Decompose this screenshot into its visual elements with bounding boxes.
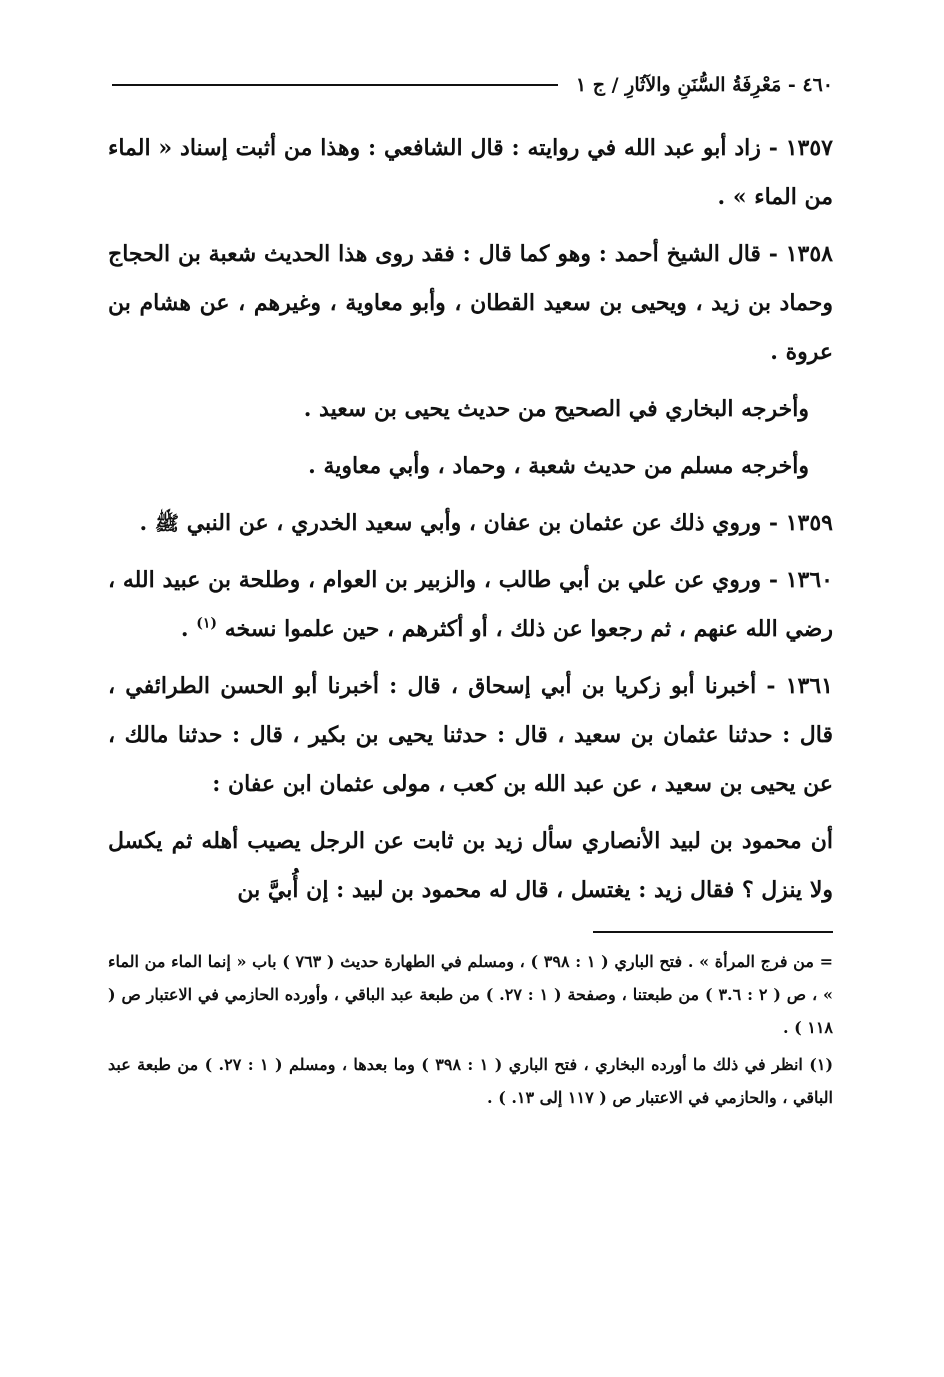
paragraph-1361: ١٣٦١ - أخبرنا أبو زكريا بن أبي إسحاق ، قال : أخبرنا أبو الحسن الطرائفي ، قال : حدثنا عثمان بن سعيد ، قال : حدثنا يحيى بن بكير ، قال : حدثنا مالك ، عن يحيى بن سعيد ، عن عبد الله بن كعب ، مولى عثمان ابن عفان :	[108, 673, 833, 797]
footnote-marker: (١)	[196, 615, 218, 632]
paragraph-1358: ١٣٥٨ - قال الشيخ أحمد : وهو كما قال : فقد روى هذا الحديث شعبة بن الحجاج وحماد بن زيد ، ويحيى بن سعيد القطان ، وأبو معاوية ، وغيرهم ، عن هشام بن عروة .	[108, 241, 833, 365]
paragraph-1359-text: ١٣٥٩ - وروي ذلك عن عثمان بن عفان ، وأبي سعيد الخدري ، عن النبي	[186, 510, 833, 536]
salla-symbol: ﷺ	[154, 511, 180, 535]
book-page	[108, 60, 833, 1118]
footnote-1: (١) انظر في ذلك ما أورده البخاري ، فتح الباري ( ١ : ٣٩٨ ) وما بعدها ، ومسلم ( ١ : ٢٧. ) من طبعة عبد الباقي ، والحازمي في الاعتبار ص ( ١١٧ إلى ١٣. ) .	[108, 1055, 834, 1107]
paragraph-mahmud: أن محمود بن لبيد الأنصاري سأل زيد بن ثابت عن الرجل يصيب أهله ثم يكسل ولا ينزل ؟ فقال زيد : يغتسل ، قال له محمود بن لبيد : إن أُبيَّ بن	[108, 828, 833, 903]
paragraph-1359	[108, 499, 833, 548]
header-rule	[112, 84, 558, 86]
running-head: ٤٦٠ - مَعْرِفَةُ السُّنَنِ والآثَارِ / ج ١	[575, 74, 833, 96]
paragraph-1360	[108, 556, 833, 654]
footnote-rule	[593, 931, 833, 933]
paragraph-1359-period: .	[139, 510, 155, 536]
footnotes-section	[108, 931, 833, 1114]
paragraph-1360-period: .	[180, 616, 197, 642]
footnote-continuation: = من فرج المرأة » . فتح الباري ( ١ : ٣٩٨ ) ، ومسلم في الطهارة حديث ( ٧٦٣ ) باب « إنما الماء من الماء » ، ص ( ٢ : ٣.٦ ) من طبعتنا ، وصفحة ( ١ : ٢٧. ) من طبعة عبد الباقي ، وأورده الحازمي في الاعتبار ص ( ١١٨ ) .	[108, 952, 834, 1037]
paragraph-bukhari: وأخرجه البخاري في الصحيح من حديث يحيى بن سعيد .	[303, 396, 809, 422]
page-header	[108, 60, 833, 110]
paragraph-1357: ١٣٥٧ - زاد أبو عبد الله في روايته : قال الشافعي : وهذا من أثبت إسناد « الماء من الماء » .	[108, 135, 833, 210]
paragraph-muslim: وأخرجه مسلم من حديث شعبة ، وحماد ، وأبي معاوية .	[308, 453, 809, 479]
paragraph-1360-text: ١٣٦٠ - وروي عن علي بن أبي طالب ، والزبير بن العوام ، وطلحة بن عبيد الله ، رضي الله عنهم ، ثم رجعوا عن ذلك ، أو أكثرهم ، حين علموا نسخه	[108, 567, 833, 642]
